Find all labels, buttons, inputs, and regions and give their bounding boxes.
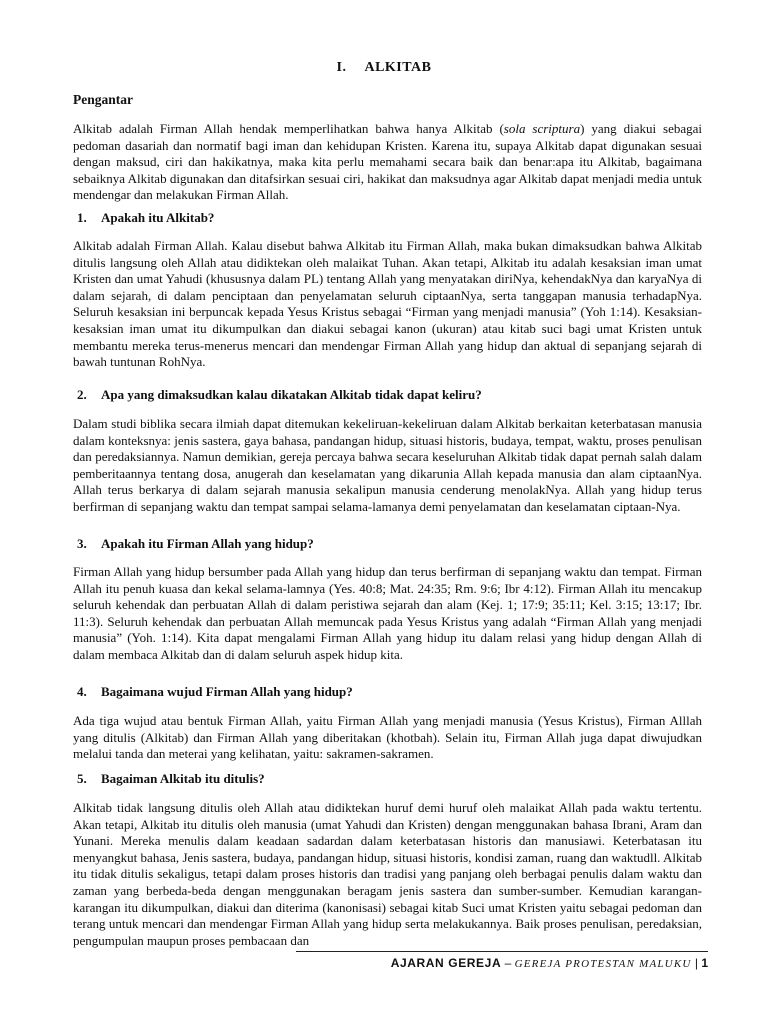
section-5-title: Bagaiman Alkitab itu ditulis? xyxy=(101,771,265,786)
chapter-title-text: ALKITAB xyxy=(364,60,432,75)
section-1-number: 1. xyxy=(77,210,87,225)
chapter-title xyxy=(0,60,768,76)
section-3-number: 3. xyxy=(77,536,87,551)
footer-church-name: GEREJA PROTESTAN MALUKU xyxy=(514,958,692,970)
footer-dash: – xyxy=(504,956,512,970)
footer-separator: | xyxy=(694,956,698,970)
section-5-number: 5. xyxy=(77,771,87,786)
page-number: 1 xyxy=(701,956,708,970)
section-2-number: 2. xyxy=(77,387,87,402)
intro-text-end: ) yang diakui sebagai pedoman dasariah dan normatif bagi iman dan kehidupan Kristen. Karena itu, supaya Alkitab dapat digunakan sesuai dengan maksud, ciri dan hakikatnya, maka kita perlu memahami secara baik dan benar:apa itu Alkitab, bagaimana sebaiknya Alkitab digunakan dan ditafsirkan sesuai ciri, hakikat dan maksudnya agar Alkitab dapat menjadi media untuk mendengar dan melakukan Firman Allah. xyxy=(73,121,703,203)
section-1-heading xyxy=(77,210,214,226)
section-4-paragraph: Ada tiga wujud atau bentuk Firman Allah, yaitu Firman Allah yang menjadi manusia (Yesus Kristus), Firman Alllah yang ditulis (Alkitab) dan Firman Allah yang diberitakan (khotbah). Selain itu, Firman Allah juga dapat diwujudkan melalui tanda dan meterai yang kelihatan, yaitu: sakramen-sakramen. xyxy=(73,713,702,762)
section-2-paragraph: Dalam studi biblika secara ilmiah dapat ditemukan kekeliruan-kekeliruan dalam Alkitab berkaitan keterbatasan manusia dalam konteksnya: jenis sastera, gaya bahasa, pandangan hidup, situasi historis, budaya, tempat, waktu, proses penulisan dan peredaksiannya. Namun demikian, gereja percaya bahwa secara keseluruhan Alkitab tidak dapat pernah salah dalam pemberitaannya tentang dosa, anugerah dan keselamatan yang dikarunia Allah kepada manusia dan alam ciptaanNya. Allah terus berkarya di dalam sejarah manusia sekalipun manusia cenderung menolakNya. Allah yang hidup terus berfirman di sepanjang waktu dan tempat sampai selama-lamanya demi penyelamatan dan keselamatan ciptaan-Nya. xyxy=(73,416,702,514)
section-2-heading xyxy=(77,387,482,403)
section-3-paragraph: Firman Allah yang hidup bersumber pada Allah yang hidup dan terus berfirman di sepanjang waktu dan tempat. Firman Allah itu penuh kuasa dan kekal selama-lamnya (Yes. 40:8; Mat. 24:35; Rm. 9:6; Ibr 4:12). Firman Allah itu mencakup seluruh kehendak dan perbuatan Allah di dalam peristiwa sejarah dan alam (Kej. 1; 17:9; 35:11; Kel. 3:15; 13:17; Ibr. 11:3). Seluruh kehendak dan perbuatan Allah memuncak pada Yesus Kristus yang adalah “Firman Allah yang menjadi manusia” (Yoh. 1:14). Kita dapat mengalami Firman Allah yang hidup itu dalam relasi yang hidup dengan Allah di dalam membaca Alkitab dan di dalam seluruh aspek hidup kita. xyxy=(73,564,702,662)
section-5-heading xyxy=(77,771,265,787)
section-2-title: Apa yang dimaksudkan kalau dikatakan Alkitab tidak dapat keliru? xyxy=(101,387,482,402)
intro-italic-term: sola scriptura xyxy=(503,121,581,136)
page-footer xyxy=(391,956,708,970)
chapter-number: I. xyxy=(336,60,347,75)
section-3-heading xyxy=(77,536,314,552)
footer-rule xyxy=(296,951,708,952)
footer-title: AJARAN GEREJA xyxy=(390,956,502,970)
section-4-number: 4. xyxy=(77,684,87,699)
section-4-title: Bagaimana wujud Firman Allah yang hidup? xyxy=(101,684,353,699)
section-1-paragraph: Alkitab adalah Firman Allah. Kalau disebut bahwa Alkitab itu Firman Allah, maka bukan dimaksudkan bahwa Alkitab ditulis langsung oleh Allah atau didiktekan oleh malaikat Tuhan. Akan tetapi, Alkitab itu adalah kesaksian iman umat Kristen dan umat Yahudi (khususnya dalam PL) tentang Allah yang menyatakan diriNya, kehendakNya dan karyaNya di dalam sejarah, di dalam penciptaan dan penyelamatan seluruh ciptaanNya, serta tanggapan manusia terhadapNya. Seluruh kesaksian ini berpuncak kepada Yesus Kristus sebagai “Firman yang menjadi manusia” (Yoh 1:14). Kesaksian-kesaksian iman umat itu dikumpulkan dan diakui sebagai kanon (ukuran) atau kitab suci bagi umat Kristen untuk membantu mereka terus-menerus mencari dan mendengar Firman Allah yang hidup dan aktual di sepanjang sejarah di bawah tuntunan RohNya. xyxy=(73,238,702,370)
section-3-title: Apakah itu Firman Allah yang hidup? xyxy=(101,536,314,551)
section-1-title: Apakah itu Alkitab? xyxy=(101,210,215,225)
section-5-paragraph: Alkitab tidak langsung ditulis oleh Allah atau didiktekan huruf demi huruf oleh malaikat Allah pada waktu tertentu. Akan tetapi, Alkitab itu ditulis oleh manusia (umat Yahudi dan Kristen) dengan menggunakan bahasa Ibrani, Aram dan Yunani. Mereka menulis dalam keadaan sadardan dalam keterbatasan historis dan manusiawi. Keterbatasan itu menyangkut bahasa, Jenis sastera, budaya, pandangan hidup, situasi historis, kondisi zaman, ruang dan waktudll. Alkitab itu tidak ditulis sekaligus, tetapi dalam proses historis dan tradisi yang panjang oleh berbagai penulis dalam waktu dan zaman yang berbeda-beda dengan menggunakan beragam jenis sastera dan sumber-sumber. Kemudian karangan-karangan itu dikumpulkan, diakui dan diterima (kanonisasi) sebagai kitab Suci umat Kristen yaitu sebagai pedoman dan terang untuk mencari dan mendengar Firman Allah yang hidup serta melakukannya. Baik proses penulisan, peredaksian, pengumpulan maupun proses pembacaan dan xyxy=(73,800,702,948)
intro-paragraph xyxy=(73,121,702,204)
section-4-heading xyxy=(77,684,353,700)
intro-heading: Pengantar xyxy=(73,92,133,107)
intro-text-start: Alkitab adalah Firman Allah hendak memperlihatkan bahwa hanya Alkitab ( xyxy=(73,121,504,136)
